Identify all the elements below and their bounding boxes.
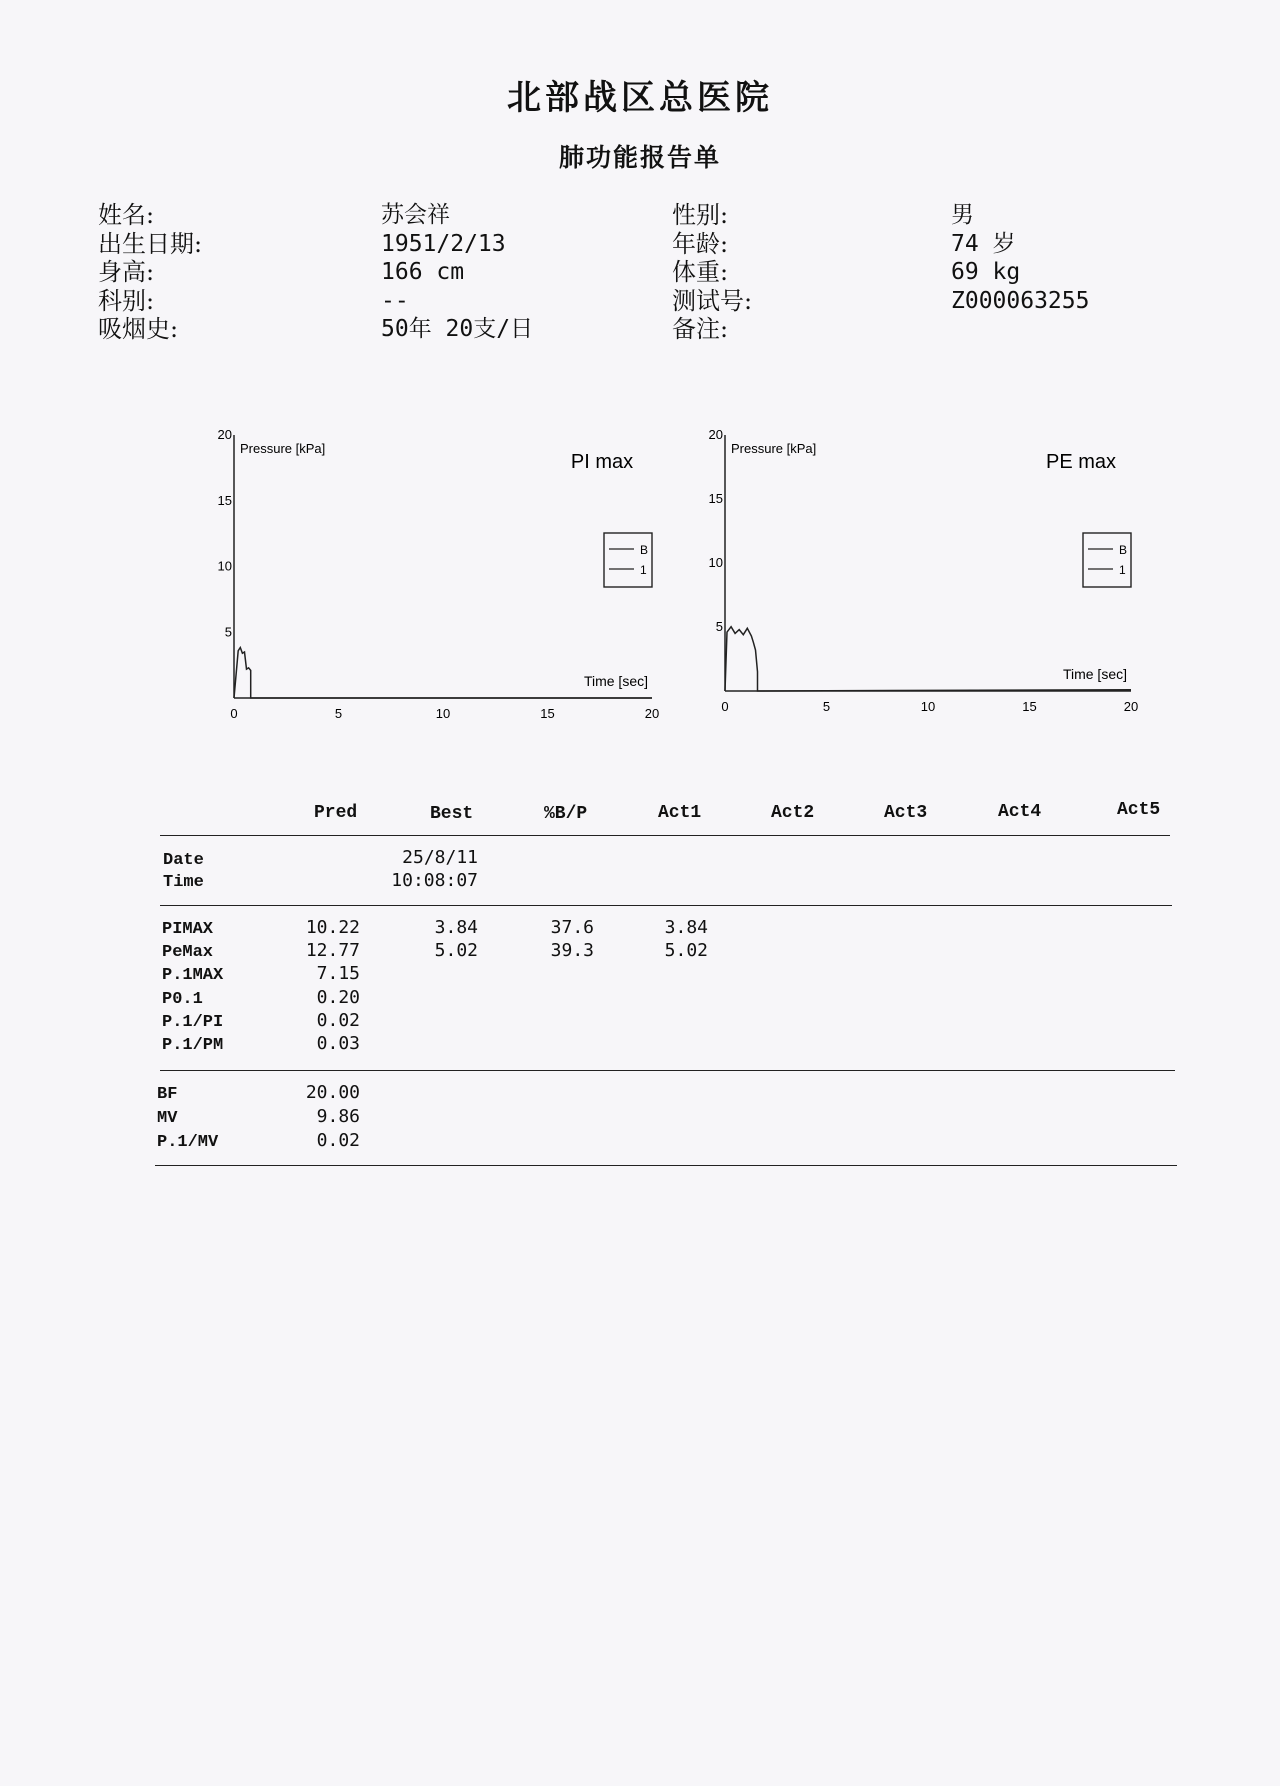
row-label: MV [157,1109,178,1128]
name-label: 姓名: [98,201,155,229]
table-divider [160,1070,1175,1071]
row-label: PeMax [162,943,214,963]
legend-label: B [1119,543,1128,557]
col-header: Act4 [998,802,1042,822]
col-header: %B/P [544,804,588,824]
x-tick-label: 10 [920,699,936,714]
pred-value: 0.02 [316,1130,360,1151]
chart-title: PI max [570,451,634,473]
table-divider [155,1165,1177,1166]
y-tick-label: 5 [715,619,723,634]
row-label: P.1/MV [157,1133,219,1152]
best-value: 3.84 [434,917,478,938]
legend-label: B [640,543,649,557]
x-tick-label: 10 [435,706,451,721]
x-tick-label: 0 [230,706,238,721]
sex-label: 性别: [672,201,729,229]
x-tick-label: 5 [334,706,343,721]
patient-left-labels [98,201,202,344]
time-label: Time [163,873,204,892]
col-header: Best [430,804,474,824]
x-tick-label: 5 [822,699,831,714]
pemax-chart [697,427,1157,734]
col-header: Act1 [658,803,702,823]
legend-box [604,533,652,587]
table-divider [160,835,1170,836]
x-tick-label: 15 [540,706,555,721]
pred-value: 7.15 [316,963,360,985]
patient-right-labels [672,201,752,344]
weight-label: 体重: [672,258,729,286]
row-label: P.1/PI [162,1012,224,1032]
y-tick-label: 10 [217,558,232,574]
smoking-history-value: 50年 20支/日 [381,316,534,342]
y-tick-label: 15 [217,492,232,508]
pct-value: 37.6 [550,917,594,938]
y-axis-label: Pressure [kPa] [731,441,817,456]
row-label: PIMAX [162,920,214,939]
age-value: 74 岁 [951,230,1016,257]
col-header: Pred [314,803,358,823]
report-title: 肺功能报告单 [558,143,721,172]
time-value: 10:08:07 [391,870,478,891]
hospital-name: 北部战区总医院 [507,78,773,118]
date-value: 25/8/11 [402,847,478,868]
x-tick-label: 0 [721,699,729,714]
pemax-chart-svg [697,427,1157,730]
x-tick-label: 20 [1123,699,1139,714]
weight-value: 69 kg [951,259,1021,285]
row-label: P.1MAX [162,966,224,986]
x-tick-label: 20 [644,706,660,721]
x-axis-label: Time [sec] [1062,666,1127,682]
act1-value: 3.84 [664,917,708,938]
pred-value: 20.00 [305,1082,360,1103]
date-label: Date [163,851,204,870]
best-value: 5.02 [434,940,478,962]
row-label: BF [157,1085,178,1104]
pred-value: 0.02 [316,1009,360,1031]
height-label: 身高: [98,258,155,286]
test-number-value: Z000063255 [951,287,1090,314]
remarks-label: 备注: [672,315,729,343]
patient-left-values [381,201,533,344]
y-axis-label: Pressure [kPa] [240,441,326,456]
pred-value: 0.20 [316,986,360,1008]
x-axis-label: Time [sec] [583,673,648,689]
y-tick-label: 5 [224,624,232,640]
pimax-chart [210,427,670,734]
col-header: Act5 [1117,800,1161,820]
sex-value: 男 [951,202,974,228]
y-tick-label: 15 [708,491,723,506]
y-tick-label: 20 [217,427,232,442]
patient-right-values [951,201,1089,315]
table-divider [160,905,1172,906]
age-label: 年龄: [672,229,729,258]
legend-label: 1 [1119,563,1126,577]
birthdate-label: 出生日期: [98,229,203,258]
pred-value: 0.03 [316,1033,360,1054]
col-header: Act2 [771,803,815,823]
pct-value: 39.3 [550,940,594,962]
act1-value: 5.02 [664,940,708,962]
pred-value: 9.86 [316,1106,360,1127]
chart-title: PE max [1045,451,1117,473]
legend-label: 1 [640,563,647,577]
x-tick-label: 15 [1022,699,1037,714]
col-header: Act3 [884,803,928,823]
pimax-chart-svg [210,427,670,730]
height-value: 166 cm [381,259,465,285]
test-number-label: 测试号: [672,286,753,315]
department-label: 科别: [98,286,155,315]
pred-value: 12.77 [305,940,360,962]
name-value: 苏会祥 [381,202,450,228]
smoking-history-label: 吸烟史: [98,315,179,343]
y-tick-label: 10 [708,555,723,570]
department-value: -- [381,287,409,314]
legend-box [1083,533,1131,587]
row-label: P0.1 [162,989,203,1009]
row-label: P.1/PM [162,1036,224,1055]
pred-value: 10.22 [305,917,360,938]
birthdate-value: 1951/2/13 [381,230,506,257]
y-tick-label: 20 [708,427,723,442]
